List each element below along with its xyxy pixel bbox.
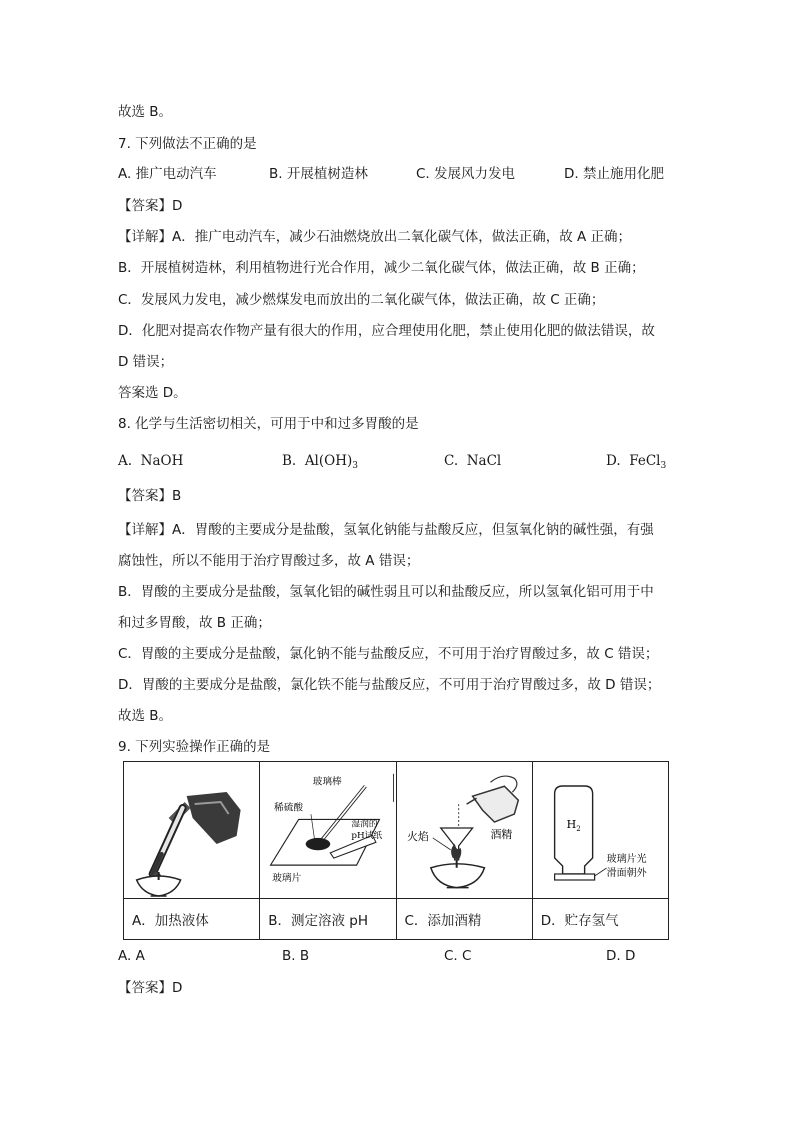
q8-option-c-formula: NaCl [466, 453, 502, 469]
q7-option-c: C. 发展风力发电 [416, 166, 516, 182]
q8-option-a-formula: NaOH [140, 453, 184, 469]
q9-caption-d: D．贮存氢气 [532, 899, 668, 940]
q7-explain-d: D．化肥对提高农作物产量有很大的作用，应合理使用化肥，禁止使用化肥的做法错误，故 [118, 323, 655, 339]
q8-options [118, 452, 678, 470]
heating-liquid-illustration [124, 762, 259, 898]
q9-option-c: C. C [444, 948, 472, 964]
label-glass-slide: 玻璃片 [272, 872, 302, 884]
q8-explain-a: 【详解】A．胃酸的主要成分是盐酸，氢氧化钠能与盐酸反应，但氢氧化钠的碱性强，有强 [118, 522, 654, 538]
q9-caption-c: C．添加酒精 [396, 899, 532, 940]
label-flame: 火焰 [406, 829, 429, 843]
q7-options [118, 165, 678, 183]
q9-figure-table [123, 761, 669, 940]
q9-caption-a: A．加热液体 [124, 899, 260, 940]
q9-cell-b [260, 762, 396, 899]
q8-option-c-letter: C. [444, 453, 459, 469]
question-7: 7. 下列做法不正确的是 [118, 136, 257, 152]
q8-option-d-formula: FeCl [629, 453, 661, 469]
q7-option-b: B. 开展植树造林 [269, 166, 368, 182]
q7-conclusion: 答案选 D。 [118, 385, 187, 401]
question-8: 8. 化学与生活密切相关，可用于中和过多胃酸的是 [118, 416, 419, 432]
q8-explain-b: B．胃酸的主要成分是盐酸，氢氧化铝的碱性弱且可以和盐酸反应，所以氢氧化铝可用于中 [118, 584, 654, 600]
hydrogen-storage-illustration [533, 762, 668, 898]
label-alcohol: 酒精 [489, 827, 512, 841]
label-h2: H [566, 818, 576, 831]
q7-option-a: A. 推广电动汽车 [118, 166, 217, 182]
question-9: 9. 下列实验操作正确的是 [118, 739, 271, 755]
q8-explain-b-cont: 和过多胃酸，故 B 正确； [118, 615, 271, 631]
q9-option-d: D. D [606, 948, 636, 964]
q8-answer: 【答案】B [118, 488, 182, 504]
q8-option-a-letter: A. [118, 453, 133, 469]
q9-answer: 【答案】D [118, 980, 183, 996]
q8-conclusion: 故选 B。 [118, 708, 173, 724]
label-h2-subscript: 2 [575, 825, 581, 833]
line-prev-answer: 故选 B。 [118, 104, 173, 120]
q8-option-b-subscript: 3 [352, 461, 358, 471]
q8-option-b-formula: Al(OH) [304, 453, 353, 469]
label-slide-note-1: 玻璃片光 [606, 854, 647, 865]
q9-option-b: B. B [282, 948, 310, 964]
q8-explain-c: C．胃酸的主要成分是盐酸，氯化钠不能与盐酸反应，不可用于治疗胃酸过多，故 C 错误； [118, 646, 659, 662]
ph-test-illustration [260, 762, 395, 898]
q9-options [118, 947, 678, 965]
label-ph-paper: pH试纸 [351, 830, 383, 841]
q7-explain-c: C．发展风力发电，减少燃煤发电而放出的二氧化碳气体，做法正确，故 C 正确； [118, 292, 605, 308]
q9-cell-c [396, 762, 532, 899]
q8-explain-d: D．胃酸的主要成分是盐酸，氯化铁不能与盐酸反应，不可用于治疗胃酸过多，故 D 错误； [118, 677, 661, 693]
adding-alcohol-illustration [397, 762, 532, 898]
label-dilute-acid: 稀硫酸 [274, 802, 304, 814]
q7-explain-d-cont: D 错误； [118, 354, 174, 370]
q7-explain-b: B．开展植树造林，利用植物进行光合作用，减少二氧化碳气体，做法正确，故 B 正确； [118, 260, 645, 276]
q8-option-d-subscript: 3 [660, 461, 667, 471]
q7-answer: 【答案】D [118, 198, 183, 214]
q8-option-d-letter: D. [606, 453, 621, 469]
q9-cell-d [532, 762, 668, 899]
label-slide-note-2: 滑面朝外 [606, 868, 647, 879]
label-moist: 湿润的 [351, 819, 378, 830]
label-glass-rod: 玻璃棒 [312, 776, 342, 788]
q9-cell-a [124, 762, 260, 899]
q8-option-b-letter: B. [282, 453, 297, 469]
q7-explain-a: 【详解】A．推广电动汽车，减少石油燃烧放出二氧化碳气体，做法正确，故 A 正确； [118, 229, 632, 245]
q8-explain-a-cont: 腐蚀性，所以不能用于治疗胃酸过多，故 A 错误； [118, 553, 420, 569]
q9-caption-b: B．测定溶液 pH [260, 899, 396, 940]
q9-option-a: A. A [118, 948, 145, 964]
q7-option-d: D. 禁止施用化肥 [564, 166, 664, 182]
